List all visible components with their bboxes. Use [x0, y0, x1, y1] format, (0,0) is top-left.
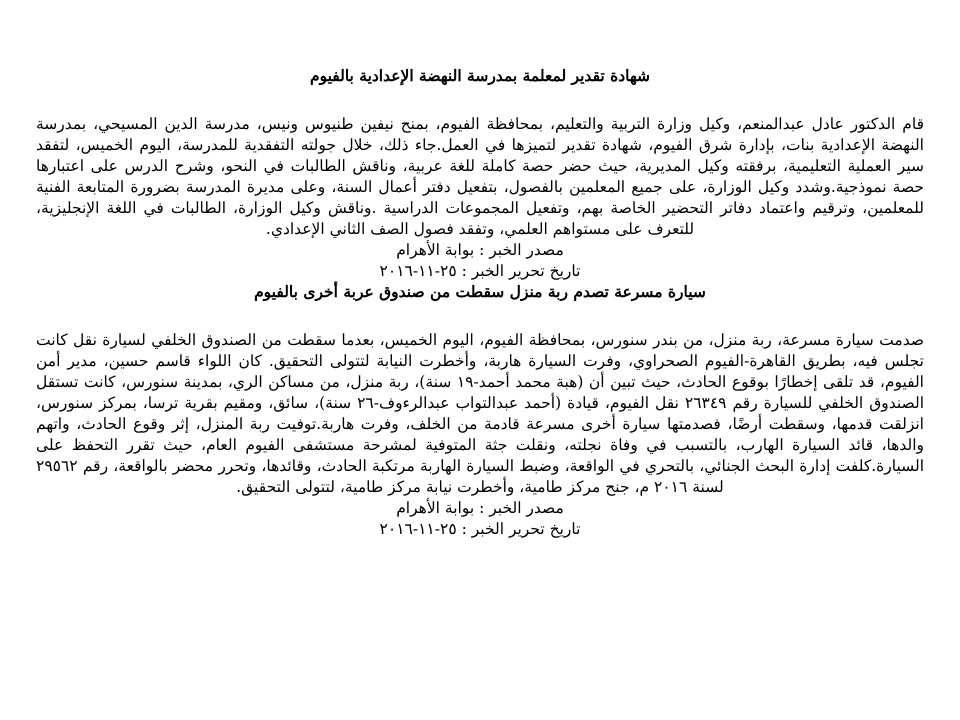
- article-source: مصدر الخبر : بوابة الأهرام: [396, 499, 564, 517]
- article-title: سيارة مسرعة تصدم ربة منزل سقطت من صندوق عربة أخرى بالفيوم: [254, 282, 706, 301]
- article-body: صدمت سيارة مسرعة، ربة منزل، من بندر سنورس، بمحافظة الفيوم، اليوم الخميس، بعدما سقطت من الصندوق الخلفي لسيارة نقل كانت تجلس فيه، بطريق القاهرة-الفيوم الصحراوي، وفرت السيارة هاربة، وأخطرت النيابة لتتولى التحقيق. كان اللواء قاسم حسين، مدير أمن الفيوم، قد تلقى إخطارًا بوقوع الحادث، حيث تبين أن (هبة محمد أحمد-١٩ سنة)، ربة منزل، من مساكن الري، بمدينة سنورس، كانت تستقل الصندوق الخلفي للسيارة رقم ٢٦٣٤٩ نقل الفيوم، قيادة (أحمد عبدالتواب عبدالرءوف-٢٦ سنة)، سائق، ومقيم بقرية ترسا، بمركز سنورس، انزلقت قدمها، وسقطت أرضًا، فصدمتها سيارة أخرى مسرعة قادمة من الخلف، وفرت هاربة.توفيت ربة المنزل، إثر وقوع الحادث، واتهم والدها، قائد السيارة الهارب، بالتسبب في وفاة نجلته، ونقلت جثة المتوفية لمشرحة مستشفى الفيوم العام، حيث تقرر التحفظ على السيارة.كلفت إدارة البحث الجنائي، بالتحري في الواقعة، وضبط السيارة الهاربة مرتكبة الحادث، وقائدها، وتحرر محضر بالواقعة، رقم ٢٩٥٦٢ لسنة ٢٠١٦ م، جنح مركز طامية، وأخطرت نيابة مركز طامية، لتتولى التحقيق.: [36, 331, 924, 496]
- spacer: [36, 86, 924, 114]
- article-2: [36, 282, 924, 540]
- article-date: تاريخ تحرير الخبر : ٢٥-١١-٢٠١٦: [379, 262, 581, 280]
- article-title: شهادة تقدير لمعلمة بمدرسة النهضة الإعدادية بالفيوم: [309, 66, 651, 85]
- article-source: مصدر الخبر : بوابة الأهرام: [396, 241, 564, 259]
- article-date: تاريخ تحرير الخبر : ٢٥-١١-٢٠١٦: [379, 520, 581, 538]
- article-body: قام الدكتور عادل عبدالمنعم، وكيل وزارة التربية والتعليم، بمحافظة الفيوم، بمنح نيفين طنيوس ونيس، مدرسة الدين المسيحي، بمدرسة النهضة الإعدادية بنات، بإدارة شرق الفيوم، شهادة تقدير لتميزها في العمل.جاء ذلك، خلال جولته التفقدية للمدرسة، اليوم الخميس، لتفقد سير العملية التعليمية، برفقته وكيل المديرية، حيث حضر حصة كاملة للغة عربية، وناقش الطالبات في النحو، وشرح الدرس على اعتبارها حصة نموذجية.وشدد وكيل الوزارة، على جميع المعلمين بالفصول، بتفعيل دفتر أعمال السنة، وعلى مديرة المدرسة بضرورة المتابعة الفنية للمعلمين، وترقيم واعتماد دفاتر التحضير الخاصة بهم، وتفعيل المجموعات الدراسية .وناقش وكيل الوزارة، الطالبات في اللغة الإنجليزية، للتعرف على مستواهم العلمي، وتفقد فصول الصف الثاني الإعدادي.: [36, 115, 924, 238]
- spacer: [36, 302, 924, 330]
- article-1: [36, 66, 924, 282]
